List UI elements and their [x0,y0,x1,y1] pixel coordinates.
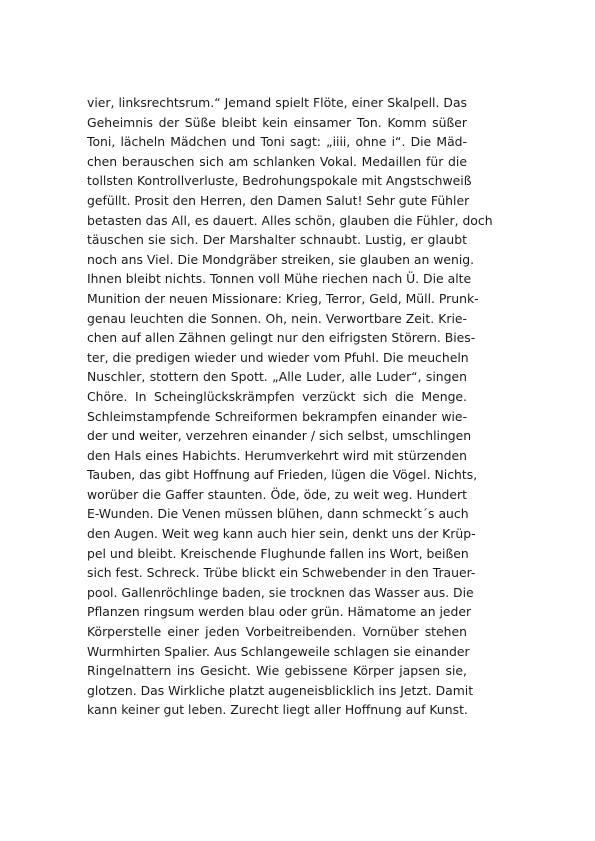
text-line: täuschen sie sich. Der Marshalter schnaubt. Lustig, er glaubt [87,232,467,248]
text-line: Ihnen bleibt nichts. Tonnen voll Mühe riechen nach Ü. Die alte [87,271,472,287]
text-line: Wurmhirten Spalier. Aus Schlangeweile schlagen sie einander [87,643,470,659]
text-line: glotzen. Das Wirkliche platzt augeneisblicklich ins Jetzt. Damit [87,682,474,698]
text-line: betasten das All, es dauert. Alles schön, glauben die Fühler, doch [87,212,493,228]
text-line: Chöre. In Scheinglückskrämpfen verzückt sich die Menge. [87,388,467,404]
text-line: E-Wunden. Die Venen müssen blühen, dann schmeckt´s auch [87,506,469,522]
text-line: Tauben, das gibt Hoffnung auf Frieden, lügen die Vögel. Nichts, [87,467,478,483]
text-line: tollsten Kontrollverluste, Bedrohungspokale mit Angstschweiß [87,173,472,189]
text-line: Körperstelle einer jeden Vorbeitreibenden. Vornüber stehen [87,624,467,640]
text-line: den Augen. Weit weg kann auch hier sein, denkt uns der Krüp- [87,526,476,542]
text-line: vier, linksrechtsrum.“ Jemand spielt Flöte, einer Skalpell. Das [87,95,467,110]
text-line: ter, die predigen wieder und wieder vom Pfuhl. Die meucheln [87,349,469,365]
text-line: Munition der neuen Missionare: Krieg, Terror, Geld, Müll. Prunk- [87,290,479,306]
text-line: Schleimstampfende Schreiformen bekrampfen einander wie- [87,408,467,424]
text-line: Ringelnattern ins Gesicht. Wie gebissene Körper japsen sie, [87,663,467,679]
text-line: pool. Gallenröchlinge baden, sie trocknen das Wasser aus. Die [87,584,474,600]
body-text [87,93,493,720]
text-line: worüber die Gaffer staunten. Öde, öde, zu weit weg. Hundert [87,486,467,502]
text-line: Geheimnis der Süße bleibt kein einsamer Ton. Komm süßer [87,114,467,130]
text-line: noch ans Viel. Die Mondgräber streiken, sie glauben an wenig. [87,251,475,267]
text-line: chen berauschen sich am schlanken Vokal. Medaillen für die [87,153,467,169]
text-line: genau leuchten die Sonnen. Oh, nein. Verwortbare Zeit. Krie- [87,310,467,326]
text-line: kann keiner gut leben. Zurecht liegt aller Hoffnung auf Kunst. [87,702,468,718]
text-line: den Hals eines Habichts. Herumverkehrt wird mit stürzenden [87,447,467,463]
text-line: Toni, lächeln Mädchen und Toni sagt: „iiii, ohne i“. Die Mäd- [87,134,467,150]
text-line: pel und bleibt. Kreischende Flughunde fallen ins Wort, beißen [87,545,469,561]
text-line: der und weiter, verzehren einander / sich selbst, umschlingen [87,428,472,444]
text-line: sich fest. Schreck. Trübe blickt ein Schwebender in den Trauer- [87,565,476,581]
text-line: chen auf allen Zähnen gelingt nur den eifrigsten Störern. Bies- [87,330,476,346]
text-line: Pflanzen ringsum werden blau oder grün. Hämatome an jeder [87,604,472,620]
text-line: Nuschler, stottern den Spott. „Alle Luder, alle Luder“, singen [87,369,467,385]
text-line: gefüllt. Prosit den Herren, den Damen Salut! Sehr gute Fühler [87,192,470,208]
